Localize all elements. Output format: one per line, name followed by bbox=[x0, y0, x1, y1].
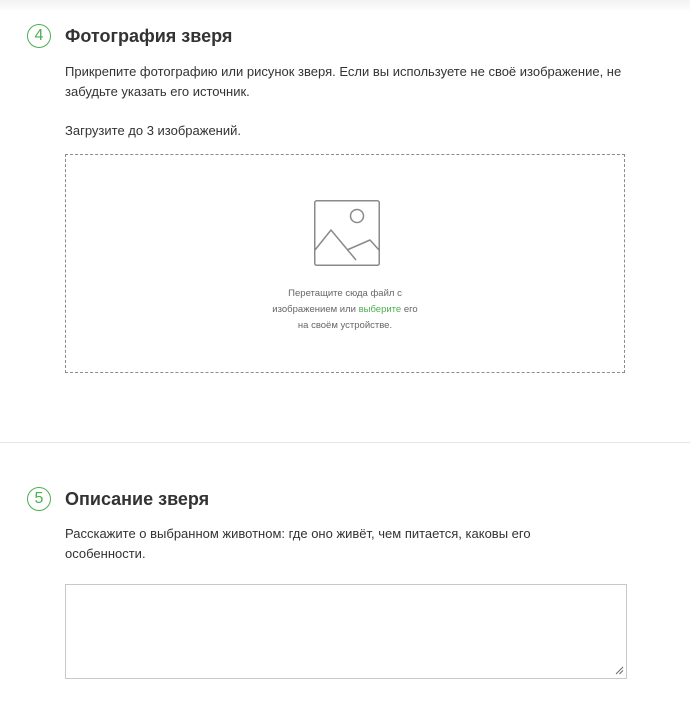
step-number-badge: 5 bbox=[27, 487, 51, 511]
description-hint: Расскажите о выбранном животном: где оно живёт, чем питается, каковы его особенности. bbox=[65, 526, 531, 561]
image-placeholder-icon bbox=[314, 200, 380, 266]
dropzone-hint-line-3: на своём устройстве. bbox=[297, 320, 393, 331]
step-number-badge: 4 bbox=[27, 24, 51, 48]
description-step-header bbox=[27, 487, 209, 511]
dropzone-hint-text: его bbox=[401, 304, 418, 315]
section-title: Фотография зверя bbox=[65, 25, 233, 46]
dropzone-hint-line-1: Перетащите сюда файл с bbox=[288, 288, 402, 299]
section-title: Описание зверя bbox=[65, 488, 210, 509]
dropzone-hint bbox=[66, 286, 624, 334]
choose-file-link[interactable]: выберите bbox=[358, 304, 402, 315]
image-dropzone[interactable] bbox=[65, 154, 625, 373]
photo-description: Прикрепите фотографию или рисунок зверя. Если вы используете не своё изображение, не забудьте указать его источник. bbox=[65, 64, 622, 99]
animal-description-textarea[interactable] bbox=[65, 584, 627, 679]
upload-limit-note: Загрузите до 3 изображений. bbox=[65, 123, 242, 138]
description-section bbox=[0, 443, 690, 712]
dropzone-hint-text: изображением или bbox=[272, 304, 359, 315]
dropzone-hint-line-2 bbox=[66, 302, 624, 318]
photo-step-header bbox=[27, 24, 232, 48]
resize-handle-icon[interactable] bbox=[614, 665, 624, 675]
